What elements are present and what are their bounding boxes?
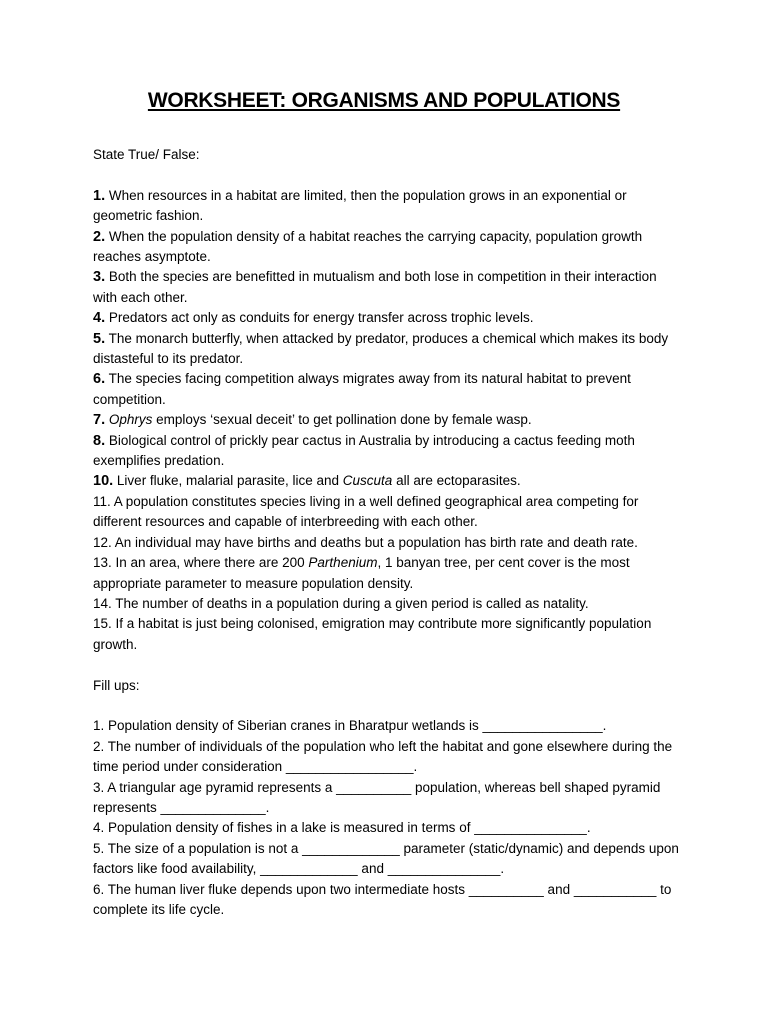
question-number: 3. [93,269,106,286]
species-name: Ophrys [108,412,153,428]
question-text: A population constitutes species living in a well defined geographical area competing for different resources and capable of interbreeding with each other. [93,493,639,530]
question-text: Biological control of prickly pear cactus in Australia by introducing a cactus feeding moth exemplifies predation. [93,432,635,469]
tf-question-13 [93,553,683,594]
tf-question-2 [93,227,683,268]
question-text: Predators act only as conduits for energy transfer across trophic levels. [105,310,534,326]
tf-question-3 [93,267,683,308]
tf-question-1 [93,186,683,227]
question-text: An individual may have births and deaths but a population has birth rate and death rate. [111,534,638,550]
question-number: 8. [93,432,106,449]
fill-question-5: 5. The size of a population is not a _____________ parameter (static/dynamic) and depends upon factors like food availability, _____________ and _______________. [93,840,679,877]
fill-question-6: 6. The human liver fluke depends upon two intermediate hosts __________ and ___________ to complete its life cycle. [93,881,672,917]
question-number: 1. [93,187,106,204]
tf-question-4 [93,308,683,328]
question-text: When the population density of a habitat reaches the carrying capacity, population growth reaches asymptote. [93,228,643,265]
question-number: 2. [93,228,106,245]
question-text: all are ectoparasites. [392,473,521,489]
question-text: employs ‘sexual deceit’ to get pollination done by female wasp. [152,412,532,428]
question-text: If a habitat is just being colonised, emigration may contribute more significantly population growth. [93,616,652,652]
question-text: The number of deaths in a population during a given period is called as natality. [111,595,589,611]
question-number: 15. [93,616,112,632]
question-text: In an area, where there are 200 [111,555,309,571]
question-text: The monarch butterfly, when attacked by predator, produces a chemical which makes its body distasteful to its predator. [93,330,669,367]
question-number: 11. [93,493,111,509]
worksheet-content [93,145,683,920]
tf-question-12 [93,533,683,553]
worksheet-title: WORKSHEET: ORGANISMS AND POPULATIONS [147,89,621,112]
species-name: Parthenium [308,555,378,571]
question-number: 7. [93,412,106,429]
tf-question-14 [93,594,683,614]
fill-question-4: 4. Population density of fishes in a lake is measured in terms of _______________. [93,820,591,836]
tf-question-10 [93,471,683,491]
true-false-heading: State True/ False: [93,147,200,162]
fill-ups-heading: Fill ups: [93,677,140,693]
tf-question-5 [93,329,683,370]
question-number: 10. [93,473,114,490]
question-number: 13. [93,555,112,571]
tf-question-15 [93,614,683,655]
question-text: Both the species are benefitted in mutualism and both lose in competition in their interaction with each other. [93,269,657,305]
fill-question-2: 2. The number of individuals of the population who left the habitat and gone elsewhere during the time period under consideration _________________. [93,738,673,775]
question-number: 4. [93,310,106,327]
question-text: When resources in a habitat are limited, then the population grows in an exponential or geometric fashion. [93,187,627,224]
fill-question-3: 3. A triangular age pyramid represents a __________ population, whereas bell shaped pyramid represents ______________. [93,779,661,815]
question-text: The species facing competition always migrates away from its natural habitat to prevent competition. [93,371,631,407]
question-number: 14. [93,595,112,611]
question-number: 5. [93,330,106,347]
question-number: 6. [93,371,106,388]
species-name: Cuscuta [342,473,393,489]
tf-question-6 [93,369,683,410]
question-text: , 1 banyan tree, per cent cover is the most appropriate parameter to measure population density. [93,555,630,591]
tf-question-8 [93,431,683,472]
tf-question-11 [93,492,683,533]
tf-question-7 [93,410,683,430]
question-number: 12. [93,534,112,550]
question-text: Liver fluke, malarial parasite, lice and [113,473,343,489]
fill-question-1: 1. Population density of Siberian cranes in Bharatpur wetlands is ________________. [93,718,607,734]
